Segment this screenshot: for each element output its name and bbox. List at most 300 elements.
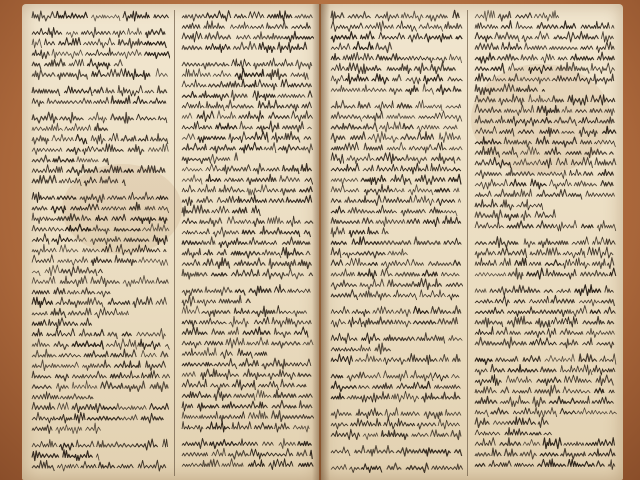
script-word bbox=[231, 59, 250, 69]
script-word bbox=[214, 359, 237, 370]
script-word bbox=[120, 415, 138, 420]
script-word bbox=[591, 63, 615, 74]
script-word bbox=[593, 365, 615, 375]
script-word bbox=[449, 335, 463, 340]
script-word bbox=[331, 199, 341, 203]
script-word bbox=[506, 376, 532, 383]
script-word bbox=[331, 354, 353, 364]
column-rule bbox=[174, 10, 175, 476]
script-word bbox=[264, 143, 276, 153]
script-word bbox=[549, 46, 577, 49]
script-word bbox=[251, 306, 275, 316]
script-word bbox=[507, 221, 534, 228]
script-word bbox=[537, 189, 567, 196]
script-word bbox=[182, 260, 200, 266]
script-word bbox=[534, 11, 559, 21]
script-word bbox=[431, 163, 452, 171]
script-word bbox=[520, 147, 539, 155]
script-word bbox=[63, 450, 93, 461]
left-page-column-1 bbox=[30, 4, 170, 480]
script-word bbox=[110, 373, 122, 378]
script-word bbox=[568, 95, 588, 105]
script-word bbox=[368, 132, 399, 143]
script-word bbox=[439, 354, 449, 361]
script-word bbox=[32, 360, 60, 371]
script-word bbox=[430, 63, 456, 74]
script-word bbox=[383, 370, 408, 381]
script-word bbox=[384, 418, 415, 429]
script-word bbox=[205, 287, 232, 296]
script-word bbox=[401, 134, 417, 140]
script-word bbox=[535, 385, 560, 396]
script-word bbox=[212, 448, 226, 456]
script-word bbox=[501, 387, 509, 393]
script-word bbox=[153, 235, 167, 244]
script-word bbox=[122, 332, 132, 336]
script-word bbox=[67, 290, 79, 294]
script-word bbox=[349, 230, 365, 237]
script-word bbox=[508, 63, 523, 71]
script-word bbox=[272, 400, 297, 408]
script-word bbox=[544, 432, 552, 435]
script-word bbox=[351, 418, 382, 426]
script-word bbox=[95, 308, 118, 318]
script-word bbox=[263, 269, 285, 279]
script-word bbox=[343, 52, 374, 60]
script-word bbox=[227, 216, 251, 223]
script-word bbox=[137, 166, 165, 173]
script-word bbox=[156, 297, 167, 304]
script-word bbox=[59, 443, 73, 450]
script-word bbox=[217, 196, 239, 202]
script-word bbox=[560, 329, 583, 335]
script-word bbox=[390, 175, 411, 185]
script-word bbox=[569, 169, 581, 175]
script-word bbox=[575, 285, 601, 296]
script-word bbox=[535, 210, 556, 218]
script-word bbox=[435, 188, 450, 192]
script-word bbox=[182, 197, 193, 206]
script-word bbox=[206, 102, 224, 112]
script-word bbox=[182, 306, 200, 314]
script-word bbox=[382, 228, 388, 234]
script-word bbox=[219, 295, 241, 303]
script-word bbox=[594, 74, 614, 84]
script-word bbox=[387, 142, 406, 150]
script-word bbox=[156, 69, 168, 77]
handwritten-lines bbox=[180, 4, 314, 480]
script-word bbox=[262, 358, 289, 369]
script-word bbox=[331, 43, 350, 50]
script-word bbox=[475, 248, 496, 258]
script-word bbox=[298, 373, 312, 377]
script-word bbox=[414, 237, 440, 245]
script-word bbox=[331, 393, 345, 399]
script-word bbox=[512, 285, 540, 292]
script-word bbox=[57, 196, 76, 200]
script-word bbox=[490, 63, 504, 73]
script-word bbox=[495, 296, 510, 306]
script-word bbox=[582, 338, 592, 345]
script-word bbox=[574, 181, 597, 186]
script-word bbox=[32, 98, 44, 106]
script-word bbox=[253, 164, 265, 175]
script-word bbox=[395, 272, 420, 276]
script-word bbox=[115, 255, 137, 265]
script-word bbox=[556, 63, 589, 74]
script-word bbox=[266, 58, 294, 66]
script-word bbox=[585, 438, 614, 446]
script-word bbox=[100, 176, 118, 183]
script-word bbox=[296, 60, 312, 69]
script-word bbox=[197, 196, 213, 202]
script-word bbox=[423, 84, 434, 95]
script-word bbox=[360, 279, 384, 290]
script-word bbox=[545, 354, 575, 362]
script-word bbox=[433, 373, 448, 381]
script-word bbox=[254, 423, 273, 429]
script-word bbox=[199, 91, 229, 100]
script-word bbox=[226, 100, 254, 108]
script-word bbox=[543, 438, 562, 449]
script-word bbox=[580, 140, 592, 144]
script-word bbox=[91, 276, 120, 286]
script-word bbox=[562, 106, 572, 112]
script-word bbox=[216, 123, 238, 129]
script-word bbox=[59, 353, 81, 357]
script-word bbox=[142, 224, 169, 231]
script-word bbox=[352, 237, 380, 245]
script-word bbox=[45, 265, 60, 276]
script-word bbox=[423, 74, 442, 84]
script-word bbox=[32, 123, 63, 130]
script-word bbox=[475, 43, 499, 50]
script-word bbox=[331, 347, 357, 351]
script-word bbox=[331, 260, 343, 266]
script-word bbox=[258, 80, 277, 91]
script-word bbox=[331, 269, 355, 276]
script-word bbox=[124, 238, 149, 242]
script-word bbox=[154, 15, 169, 18]
script-word bbox=[267, 11, 292, 21]
script-word bbox=[347, 396, 360, 400]
script-word bbox=[420, 290, 446, 297]
script-word bbox=[305, 83, 312, 87]
script-word bbox=[83, 248, 100, 252]
script-word bbox=[331, 429, 360, 439]
script-word bbox=[490, 287, 512, 296]
script-word bbox=[395, 309, 411, 317]
script-word bbox=[242, 79, 257, 87]
script-word bbox=[495, 32, 520, 42]
script-word bbox=[415, 175, 445, 185]
script-word bbox=[396, 448, 421, 456]
script-word bbox=[401, 412, 420, 416]
script-word bbox=[509, 74, 519, 81]
script-word bbox=[331, 333, 357, 343]
script-word bbox=[198, 459, 219, 466]
script-word bbox=[106, 88, 115, 93]
script-word bbox=[158, 116, 167, 123]
script-word bbox=[475, 358, 492, 365]
script-word bbox=[331, 63, 345, 70]
script-word bbox=[444, 22, 462, 29]
script-word bbox=[537, 377, 562, 386]
script-word bbox=[243, 327, 270, 335]
script-word bbox=[254, 63, 266, 69]
script-word bbox=[541, 54, 555, 63]
script-word bbox=[182, 348, 197, 355]
script-word bbox=[449, 54, 461, 63]
script-word bbox=[86, 423, 101, 434]
script-word bbox=[199, 229, 209, 234]
script-word bbox=[422, 448, 451, 456]
script-word bbox=[475, 396, 497, 403]
script-word bbox=[475, 105, 501, 113]
script-word bbox=[507, 116, 539, 126]
script-word bbox=[594, 388, 604, 393]
script-word bbox=[163, 439, 168, 447]
script-word bbox=[605, 286, 614, 293]
script-word bbox=[231, 269, 259, 276]
script-word bbox=[429, 207, 443, 213]
script-word bbox=[102, 207, 126, 211]
script-word bbox=[475, 85, 495, 95]
script-word bbox=[444, 238, 462, 244]
script-word bbox=[379, 122, 401, 132]
script-word bbox=[347, 372, 365, 381]
script-word bbox=[217, 111, 236, 119]
script-word bbox=[394, 188, 404, 192]
script-word bbox=[159, 217, 167, 224]
script-word bbox=[32, 244, 56, 255]
script-word bbox=[434, 142, 447, 150]
script-word bbox=[237, 35, 251, 39]
script-word bbox=[564, 375, 591, 382]
script-word bbox=[81, 215, 91, 221]
script-word bbox=[93, 225, 110, 234]
script-word bbox=[571, 157, 592, 168]
script-word bbox=[203, 250, 213, 255]
script-word bbox=[602, 126, 616, 133]
script-word bbox=[606, 239, 616, 245]
script-word bbox=[292, 311, 306, 317]
script-word bbox=[566, 306, 587, 317]
script-word bbox=[48, 227, 64, 231]
script-word bbox=[111, 113, 134, 124]
script-word bbox=[97, 441, 114, 447]
script-word bbox=[123, 349, 136, 357]
script-word bbox=[32, 225, 47, 231]
script-word bbox=[233, 42, 256, 50]
script-word bbox=[598, 169, 614, 175]
script-word bbox=[248, 12, 264, 18]
script-word bbox=[524, 239, 535, 248]
script-word bbox=[402, 56, 435, 63]
script-word bbox=[583, 172, 593, 176]
script-word bbox=[60, 245, 79, 253]
script-word bbox=[124, 169, 134, 173]
script-word bbox=[133, 297, 153, 308]
script-word bbox=[253, 91, 276, 101]
script-word bbox=[164, 249, 167, 252]
script-word bbox=[552, 76, 572, 81]
script-word bbox=[59, 38, 81, 45]
script-word bbox=[549, 179, 571, 189]
script-word bbox=[162, 374, 170, 378]
script-word bbox=[298, 260, 312, 269]
script-word bbox=[182, 362, 213, 366]
script-word bbox=[505, 428, 528, 435]
script-word bbox=[32, 320, 46, 326]
script-word bbox=[434, 385, 460, 389]
script-word bbox=[475, 147, 500, 158]
script-word bbox=[516, 85, 537, 91]
script-word bbox=[100, 165, 122, 173]
script-word bbox=[552, 96, 564, 102]
script-word bbox=[197, 111, 214, 122]
script-word bbox=[44, 59, 65, 66]
book-gutter bbox=[312, 4, 330, 480]
script-word bbox=[561, 365, 593, 375]
script-word bbox=[279, 439, 296, 449]
script-word bbox=[182, 341, 201, 348]
script-word bbox=[32, 155, 51, 162]
script-word bbox=[74, 412, 85, 423]
script-word bbox=[182, 269, 207, 279]
script-word bbox=[235, 153, 238, 161]
script-word bbox=[610, 268, 616, 276]
script-word bbox=[119, 311, 129, 315]
script-word bbox=[182, 185, 195, 192]
script-word bbox=[518, 130, 534, 134]
script-word bbox=[445, 409, 461, 415]
script-word bbox=[547, 328, 556, 337]
script-word bbox=[419, 113, 443, 119]
script-word bbox=[331, 447, 350, 456]
script-word bbox=[291, 73, 309, 80]
script-word bbox=[282, 237, 310, 244]
script-word bbox=[572, 237, 589, 245]
script-word bbox=[361, 175, 386, 184]
script-word bbox=[538, 239, 568, 248]
script-word bbox=[475, 126, 497, 133]
script-word bbox=[182, 113, 192, 119]
script-word bbox=[407, 354, 438, 365]
script-word bbox=[91, 134, 105, 144]
script-word bbox=[498, 248, 527, 258]
script-word bbox=[403, 124, 414, 130]
script-word bbox=[269, 259, 296, 269]
script-word bbox=[454, 450, 461, 456]
script-word bbox=[447, 294, 459, 300]
script-word bbox=[232, 207, 247, 213]
script-word bbox=[182, 101, 204, 108]
script-word bbox=[431, 153, 455, 163]
script-word bbox=[92, 70, 106, 77]
script-word bbox=[475, 53, 495, 63]
script-word bbox=[206, 175, 221, 182]
script-word bbox=[243, 369, 266, 379]
script-word bbox=[156, 196, 168, 200]
script-word bbox=[510, 331, 521, 334]
script-word bbox=[32, 62, 41, 69]
script-word bbox=[182, 46, 202, 50]
handwritten-lines bbox=[329, 4, 463, 480]
script-word bbox=[182, 167, 202, 171]
script-word bbox=[274, 285, 285, 293]
script-word bbox=[393, 290, 417, 300]
script-word bbox=[32, 371, 51, 378]
script-word bbox=[298, 463, 313, 467]
script-word bbox=[573, 73, 592, 84]
script-word bbox=[443, 125, 457, 129]
script-word bbox=[529, 338, 556, 345]
script-word bbox=[419, 23, 443, 32]
script-word bbox=[98, 462, 114, 468]
script-word bbox=[281, 79, 304, 87]
script-word bbox=[357, 345, 370, 351]
script-word bbox=[331, 227, 345, 237]
script-word bbox=[541, 118, 552, 124]
script-word bbox=[586, 328, 615, 337]
script-word bbox=[272, 317, 304, 327]
script-word bbox=[359, 291, 391, 301]
script-word bbox=[501, 21, 512, 29]
script-word bbox=[498, 12, 511, 22]
script-word bbox=[203, 259, 214, 266]
script-word bbox=[93, 87, 104, 93]
script-word bbox=[182, 412, 198, 419]
script-word bbox=[204, 21, 225, 29]
left-page-column-2 bbox=[180, 4, 314, 480]
script-word bbox=[389, 88, 402, 94]
script-word bbox=[410, 371, 433, 381]
script-word bbox=[514, 300, 525, 303]
script-word bbox=[358, 102, 371, 108]
script-word bbox=[590, 109, 602, 113]
script-word bbox=[475, 299, 493, 303]
script-word bbox=[48, 318, 78, 329]
script-word bbox=[601, 181, 614, 186]
script-word bbox=[96, 215, 108, 220]
script-word bbox=[146, 361, 166, 371]
script-word bbox=[504, 137, 531, 147]
script-word bbox=[439, 132, 460, 143]
script-word bbox=[532, 407, 557, 417]
script-word bbox=[387, 64, 412, 74]
script-word bbox=[376, 205, 397, 213]
script-word bbox=[270, 449, 293, 457]
script-word bbox=[109, 133, 119, 141]
script-word bbox=[536, 221, 554, 228]
script-word bbox=[299, 187, 312, 192]
script-word bbox=[355, 354, 382, 362]
script-word bbox=[579, 299, 600, 306]
script-word bbox=[91, 257, 112, 266]
script-word bbox=[611, 25, 614, 28]
script-word bbox=[230, 22, 249, 29]
script-word bbox=[206, 421, 230, 432]
script-word bbox=[552, 137, 576, 147]
script-word bbox=[475, 369, 487, 375]
script-word bbox=[568, 459, 595, 466]
script-word bbox=[182, 143, 207, 150]
script-word bbox=[141, 371, 159, 378]
script-word bbox=[355, 446, 365, 454]
script-word bbox=[47, 98, 78, 103]
script-word bbox=[363, 123, 377, 133]
